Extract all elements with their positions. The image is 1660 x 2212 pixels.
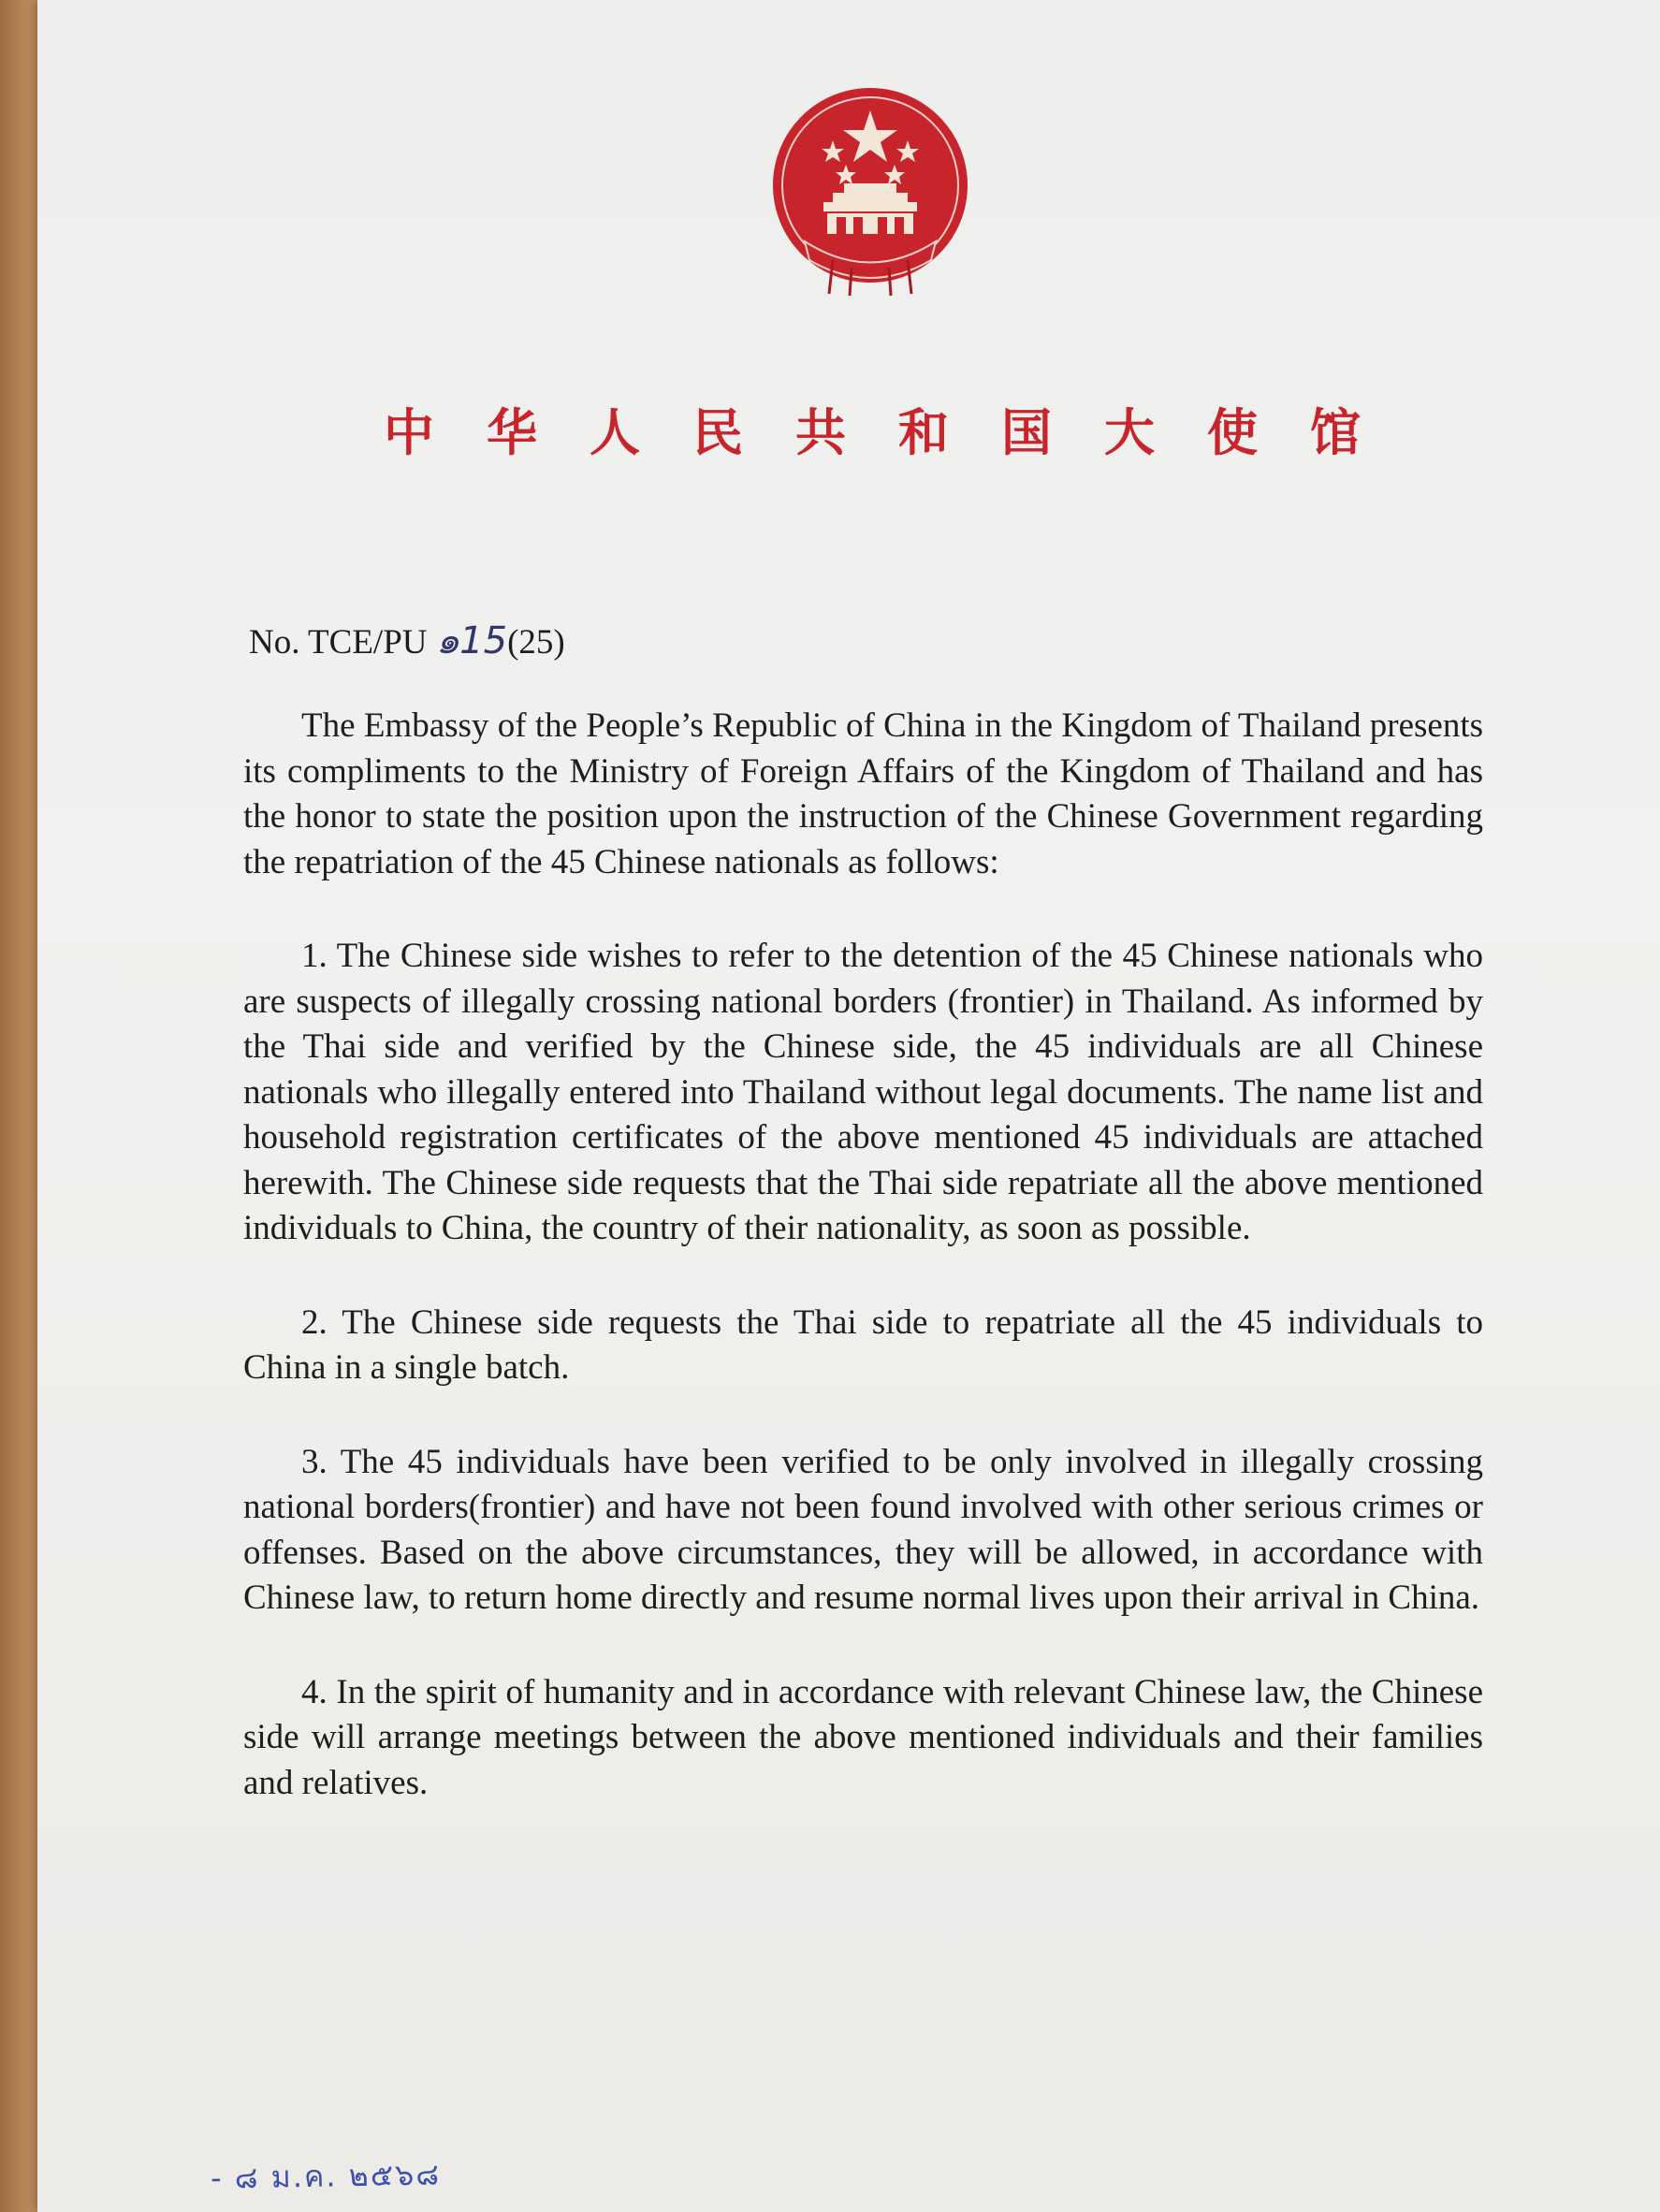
handwritten-reference-number: ๑15: [435, 619, 508, 662]
embassy-name-heading: 中华人民共和国大使馆: [384, 402, 1413, 462]
intro-paragraph: The Embassy of the People’s Republic of China in the Kingdom of Thailand presents its compliments to the Ministry of Foreign Affairs of the Kingdom of Thailand and has the honor to state the position upon the instruction of the Chinese Government regarding the repatriation of the 45 Chinese nationals as follows:: [243, 706, 1483, 881]
national-emblem-icon: [767, 82, 973, 298]
note-body: [243, 704, 1483, 1855]
reference-suffix: (25): [507, 623, 565, 662]
reference-prefix: No. TCE/PU: [249, 623, 428, 662]
reference-number: [249, 610, 997, 670]
point-paragraph-1: 1. The Chinese side wishes to refer to the detention of the 45 Chinese nationals who are suspects of illegally crossing national borders (frontier) in Thailand. As informed by the Thai side and verified by the Chinese side, the 45 individuals are all Chinese nationals who illegally entered into Thailand without legal documents. The name list and household registration certificates of the above mentioned 45 individuals are attached herewith. The Chinese side requests that the Thai side repatriate all the above mentioned individuals to China, the country of their nationality, as soon as possible.: [243, 937, 1483, 1247]
point-paragraph-2: 2. The Chinese side requests the Thai side to repatriate all the 45 individuals to China in a single batch.: [243, 1302, 1483, 1387]
received-date-stamp: - ๘ ม.ค. ๒๕๖๘: [210, 2156, 442, 2196]
point-paragraph-3: 3. The 45 individuals have been verified to be only involved in illegally crossing national borders(frontier) and have not been found involved with other serious crimes or offenses. Based on the above circumstances, they will be allowed, in accordance with Chinese law, to return home directly and resume normal lives upon their arrival in China.: [243, 1442, 1483, 1617]
point-paragraph-4: 4. In the spirit of humanity and in accordance with relevant Chinese law, the Chinese side will arrange meetings between the above mentioned individuals and their families and relatives.: [243, 1672, 1483, 1802]
diplomatic-note-page: [37, 0, 1660, 2212]
